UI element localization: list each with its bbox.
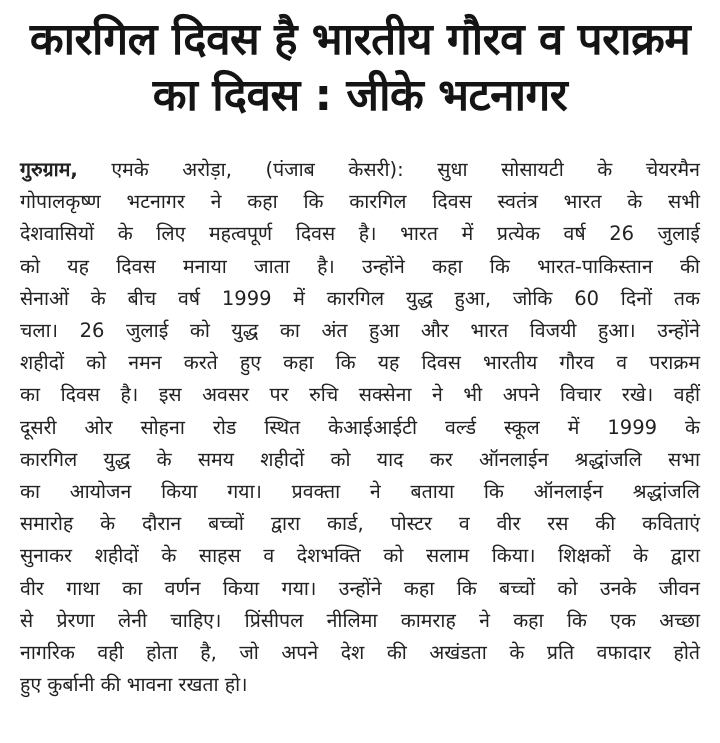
body-line-11: का आयोजन किया गया। प्रवक्ता ने बताया कि ऑनलाईन श्रद्धांजलि (20, 480, 700, 504)
article-body (20, 154, 700, 701)
body-line-1 (20, 154, 700, 186)
body-line-17: हुए कुर्बानी की भावना रखता हो। (20, 673, 248, 697)
body-line-5: सेनाओं के बीच वर्ष 1999 में कारगिल युद्ध हुआ, जोकि 60 दिनों तक (20, 286, 700, 310)
body-line-14: वीर गाथा का वर्णन किया गया। उन्होंने कहा कि बच्चों को उनके जीवन (20, 576, 700, 600)
headline-line-2: का दिवस : जीके भटनागर (152, 70, 568, 121)
body-line-13: सुनाकर शहीदों के साहस व देशभक्ति को सलाम किया। शिक्षकों के द्वारा (20, 544, 700, 568)
headline-line-1: कारगिल दिवस है भारतीय गौरव व पराक्रम (29, 14, 691, 65)
body-line-6: चला। 26 जुलाई को युद्ध का अंत हुआ और भारत विजयी हुआ। उन्होंने (20, 319, 700, 343)
body-line-10: कारगिल युद्ध के समय शहीदों को याद कर ऑनलाईन श्रद्धांजलि सभा (20, 447, 700, 471)
body-line-8: का दिवस है। इस अवसर पर रुचि सक्सेना ने भी अपने विचार रखे। वहीं (20, 383, 700, 407)
body-line-15: से प्रेरणा लेनी चाहिए। प्रिंसीपल नीलिमा कामराह ने कहा कि एक अच्छा (20, 608, 700, 632)
body-line-2: गोपालकृष्ण भटनागर ने कहा कि कारगिल दिवस स्वतंत्र भारत के सभी (20, 190, 700, 214)
article-headline (20, 12, 700, 124)
dateline: गुरुग्राम, (20, 158, 78, 181)
body-line-7: शहीदों को नमन करते हुए कहा कि यह दिवस भारतीय गौरव व पराक्रम (20, 351, 700, 375)
body-line-16: नागरिक वही होता है, जो अपने देश की अखंडता के प्रति वफादार होते (20, 641, 700, 665)
body-line-9: दूसरी ओर सोहना रोड स्थित केआईआईटी वर्ल्ड स्कूल में 1999 के (20, 415, 700, 439)
body-line-4: को यह दिवस मनाया जाता है। उन्होंने कहा कि भारत-पाकिस्तान की (20, 254, 700, 278)
body-line-1-text: एमके अरोड़ा, (पंजाब केसरी): सुधा सोसायटी के चेयरमैन (77, 158, 700, 181)
body-line-12: समारोह के दौरान बच्चों द्वारा कार्ड, पोस्टर व वीर रस की कविताएं (20, 512, 700, 536)
body-line-3: देशवासियों के लिए महत्वपूर्ण दिवस है। भारत में प्रत्येक वर्ष 26 जुलाई (20, 222, 700, 246)
